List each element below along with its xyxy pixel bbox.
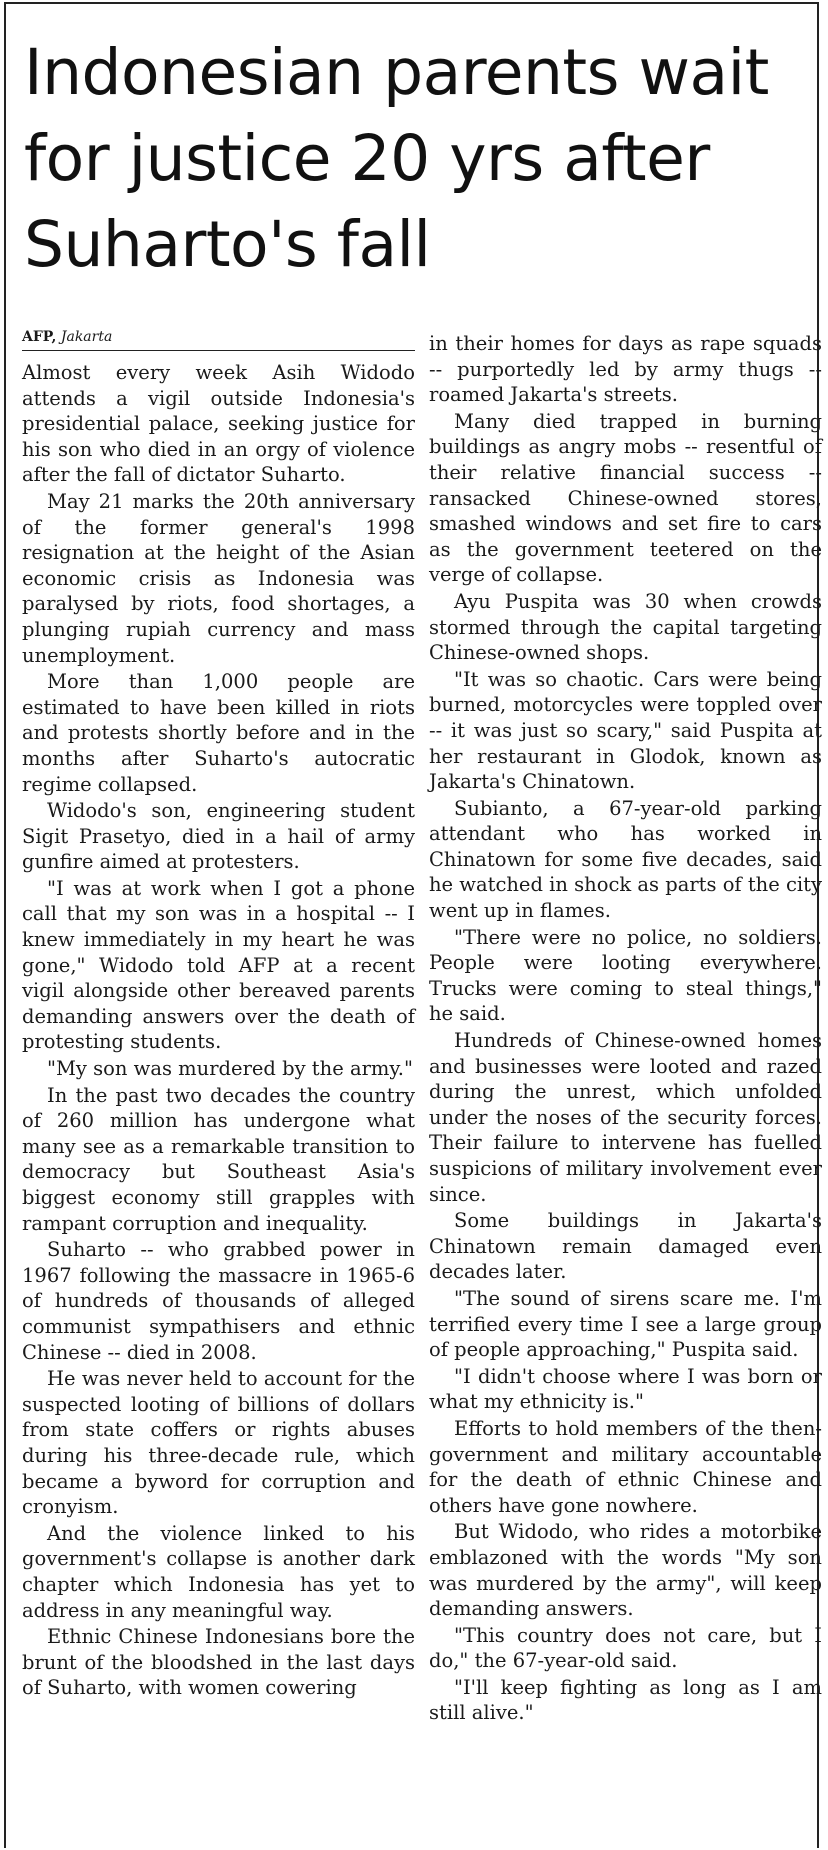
paragraph: But Widodo, who rides a motorbike emblazoned with the words "My son was murdered by the army", will keep demanding answers.	[429, 1520, 822, 1621]
headline: Indonesian parents wait for justice 20 yrs after Suharto's fall	[24, 36, 769, 281]
paragraph: Ayu Puspita was 30 when crowds stormed through the capital targeting Chinese-owned shops.	[429, 589, 822, 665]
paragraph: Suharto -- who grabbed power in 1967 following the massacre in 1965-6 of hundreds of thousands of alleged communist sympathisers and ethnic Chinese -- died in 2008.	[22, 1238, 415, 1364]
paragraph: "I'll keep fighting as long as I am still alive."	[429, 1675, 822, 1725]
byline	[22, 328, 415, 351]
paragraph: May 21 marks the 20th anniversary of the former general's 1998 resignation at the height of the Asian economic crisis as Indonesia was paralysed by riots, food shortages, a plunging rupiah currency and mass unemployment.	[22, 489, 415, 667]
paragraph: More than 1,000 people are estimated to have been killed in riots and protests shortly before and in the months after Suharto's autocratic regime collapsed.	[22, 670, 415, 796]
paragraph: "My son was murdered by the army."	[47, 1057, 413, 1081]
paragraph: Many died trapped in burning buildings as angry mobs -- resentful of their relative financial success -- ransacked Chinese-owned stores, smashed windows and set fire to cars as the government teetered on the verge of collapse.	[429, 409, 822, 587]
paragraph: In the past two decades the country of 260 million has undergone what many see as a remarkable transition to democracy but Southeast Asia's biggest economy still grapples with rampant corruption and inequality.	[22, 1083, 415, 1235]
paragraph: Subianto, a 67-year-old parking attendant who has worked in Chinatown for some five decades, said he watched in shock as parts of the city went up in flames.	[429, 796, 822, 923]
byline-agency: AFP,	[22, 329, 57, 345]
byline-location: Jakarta	[60, 329, 113, 345]
paragraph: Hundreds of Chinese-owned homes and businesses were looted and razed during the unrest, which unfolded under the noses of the security forces. Their failure to intervene has fuelled suspicions of military involvement ever since.	[429, 1029, 822, 1206]
paragraph: in their homes for days as rape squads -- purportedly led by army thugs -- roamed Jakarta's streets.	[429, 332, 822, 407]
paragraph: Almost every week Asih Widodo attends a vigil outside Indonesia's presidential palace, seeking justice for his son who died in an orgy of violence after the fall of dictator Suharto.	[22, 361, 415, 487]
article-column-left	[22, 328, 415, 1702]
paragraph: Efforts to hold members of the then-government and military accountable for the death of ethnic Chinese and others have gone nowhere.	[429, 1416, 822, 1517]
paragraph: Ethnic Chinese Indonesians bore the brunt of the bloodshed in the last days of Suharto, with women cowering	[22, 1625, 415, 1700]
paragraph: Some buildings in Jakarta's Chinatown remain damaged even decades later.	[429, 1209, 822, 1284]
paragraph: Widodo's son, engineering student Sigit Prasetyo, died in a hail of army gunfire aimed at protesters.	[22, 799, 415, 874]
article-column-right	[429, 331, 822, 1727]
paragraph: "I was at work when I got a phone call that my son was in a hospital -- I knew immediately in my heart he was gone," Widodo told AFP at a recent vigil alongside other bereaved parents demanding answers over the death of protesting students.	[22, 876, 415, 1054]
paragraph: "It was so chaotic. Cars were being burned, motorcycles were toppled over -- it was just so scary," said Puspita at her restaurant in Glodok, known as Jakarta's Chinatown.	[429, 667, 822, 794]
paragraph: And the violence linked to his government's collapse is another dark chapter which Indonesia has yet to address in any meaningful way.	[22, 1521, 415, 1622]
paragraph: "I didn't choose where I was born or what my ethnicity is."	[429, 1364, 822, 1414]
paragraph: "The sound of sirens scare me. I'm terrified every time I see a large group of people approaching," Puspita said.	[429, 1286, 822, 1362]
paragraph: "There were no police, no soldiers. People were looting everywhere. Trucks were coming to steal things," he said.	[429, 925, 822, 1026]
paragraph: He was never held to account for the suspected looting of billions of dollars from state coffers or rights abuses during his three-decade rule, which became a byword for corruption and cronyism.	[22, 1367, 415, 1519]
paragraph: "This country does not care, but I do," the 67-year-old said.	[429, 1623, 822, 1673]
